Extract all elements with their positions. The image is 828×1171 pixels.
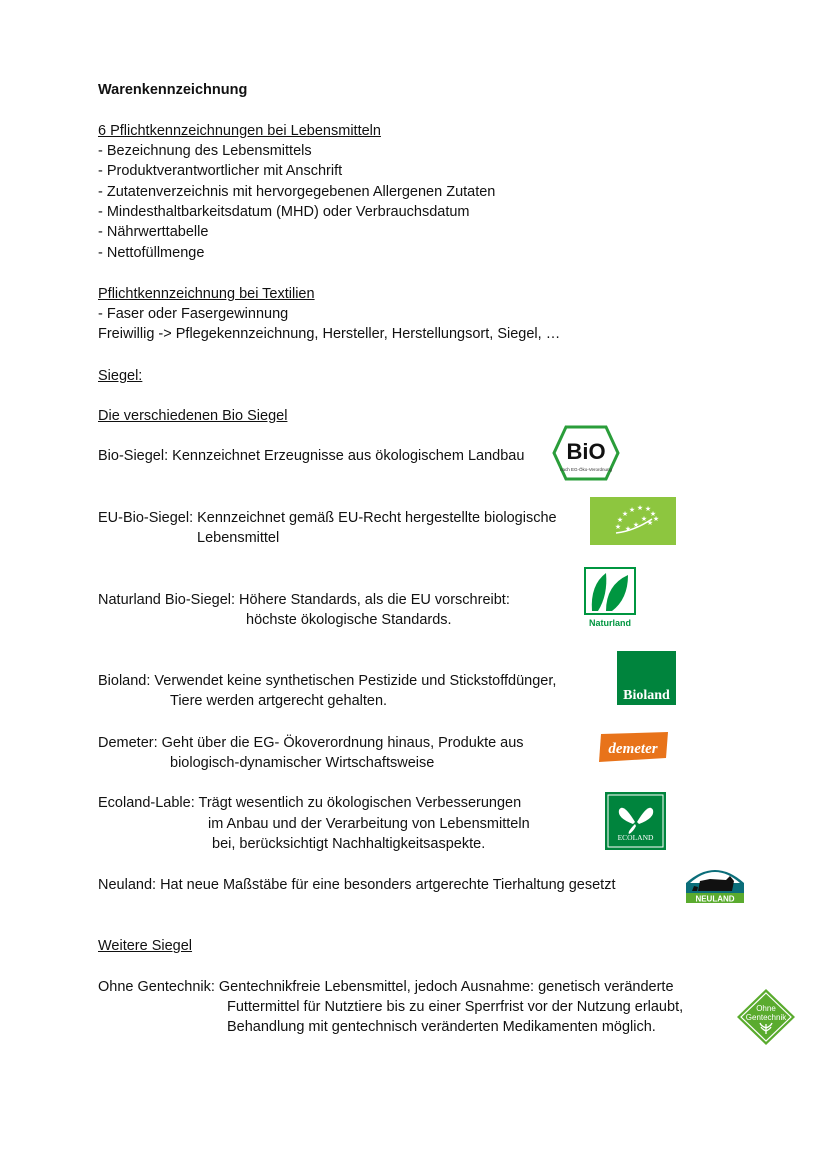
gentechnik-logo-text: Ohne (756, 1004, 776, 1013)
page-title: Warenkennzeichnung (98, 82, 248, 98)
list-item: - Bezeichnung des Lebensmittels (98, 143, 312, 159)
demeter-logo-text: demeter (608, 741, 658, 757)
gentechnik-text: Futtermittel für Nutztiere bis zu einer Sperrfrist vor der Nutzung erlaubt, (227, 999, 684, 1015)
ohne-gentechnik-logo (736, 988, 796, 1046)
naturland-logo-text: Naturland (588, 618, 632, 628)
svg-text:★: ★ (644, 505, 652, 513)
svg-text:★: ★ (640, 515, 648, 523)
siegel-heading: Siegel: (98, 368, 143, 384)
naturland-siegel-text: höchste ökologische Standards. (246, 612, 452, 628)
svg-text:★: ★ (649, 510, 657, 518)
list-item: - Zutatenverzeichnis mit hervorgegebenen Allergenen Zutaten (98, 184, 496, 200)
bio-logo-text: BiO (566, 439, 606, 464)
svg-text:★: ★ (624, 525, 632, 533)
ecoland-logo (605, 792, 666, 850)
eu-siegel-text: Lebensmittel (197, 530, 280, 546)
bioland-siegel-text: Tiere werden artgerecht gehalten. (170, 693, 388, 709)
naturland-siegel-text: Naturland Bio-Siegel: Höhere Standards, als die EU vorschreibt: (98, 592, 510, 608)
ecoland-siegel-text: bei, berücksichtigt Nachhaltigkeitsaspekte. (212, 836, 486, 852)
demeter-siegel-text: biologisch-dynamischer Wirtschaftsweise (170, 755, 435, 771)
eu-bio-logo (590, 497, 676, 545)
gentechnik-logo-text: Gentechnik (745, 1013, 787, 1022)
list-item: - Mindesthaltbarkeitsdatum (MHD) oder Verbrauchsdatum (98, 204, 470, 220)
svg-text:★: ★ (628, 506, 636, 514)
list-item: - Nettofüllmenge (98, 245, 205, 261)
ecoland-siegel-text: im Anbau und der Verarbeitung von Lebensmitteln (208, 816, 530, 832)
naturland-logo (584, 567, 636, 629)
svg-text:★: ★ (636, 504, 644, 512)
demeter-siegel-text: Demeter: Geht über die EG- Ökoverordnung hinaus, Produkte aus (98, 735, 524, 751)
textilien-line: - Faser oder Fasergewinnung (98, 306, 289, 322)
neuland-siegel-text: Neuland: Hat neue Maßstäbe für eine besonders artgerechte Tierhaltung gesetzt (98, 877, 616, 893)
bio-logo-subtext: nach EG-Öko-Verordnung (559, 467, 613, 472)
textilien-line: Freiwillig -> Pflegekennzeichnung, Hersteller, Herstellungsort, Siegel, … (98, 326, 561, 342)
bio-siegel-text: Bio-Siegel: Kennzeichnet Erzeugnisse aus ökologischem Landbau (98, 448, 525, 464)
svg-text:★: ★ (646, 519, 654, 527)
neuland-logo-text: NEULAND (695, 894, 735, 904)
eu-siegel-text: EU-Bio-Siegel: Kennzeichnet gemäß EU-Recht hergestellte biologische (98, 510, 557, 526)
svg-text:★: ★ (621, 510, 629, 518)
svg-text:★: ★ (632, 521, 640, 529)
demeter-logo (598, 730, 670, 764)
weitere-siegel-heading: Weitere Siegel (98, 938, 193, 954)
bio-siegel-heading: Die verschiedenen Bio Siegel (98, 408, 288, 424)
bioland-logo-text: Bioland (623, 688, 670, 703)
textilien-heading: Pflichtkennzeichnung bei Textilien (98, 286, 315, 302)
ecoland-siegel-text: Ecoland-Lable: Trägt wesentlich zu ökologischen Verbesserungen (98, 795, 522, 811)
svg-text:★: ★ (616, 516, 624, 524)
ecoland-logo-text: ECOLAND (617, 833, 654, 842)
gentechnik-text: Ohne Gentechnik: Gentechnikfreie Lebensmittel, jedoch Ausnahme: genetisch veränderte (98, 979, 674, 995)
svg-text:★: ★ (614, 523, 622, 531)
lebensmittel-heading: 6 Pflichtkennzeichnungen bei Lebensmitteln (98, 123, 381, 139)
svg-text:★: ★ (652, 515, 660, 523)
bio-siegel-logo (552, 425, 620, 481)
list-item: - Nährwerttabelle (98, 224, 209, 240)
bioland-logo (617, 651, 676, 705)
neuland-logo (682, 859, 748, 904)
gentechnik-text: Behandlung mit gentechnisch veränderten Medikamenten möglich. (227, 1019, 656, 1035)
list-item: - Produktverantwortlicher mit Anschrift (98, 163, 343, 179)
bioland-siegel-text: Bioland: Verwendet keine synthetischen Pestizide und Stickstoffdünger, (98, 673, 557, 689)
